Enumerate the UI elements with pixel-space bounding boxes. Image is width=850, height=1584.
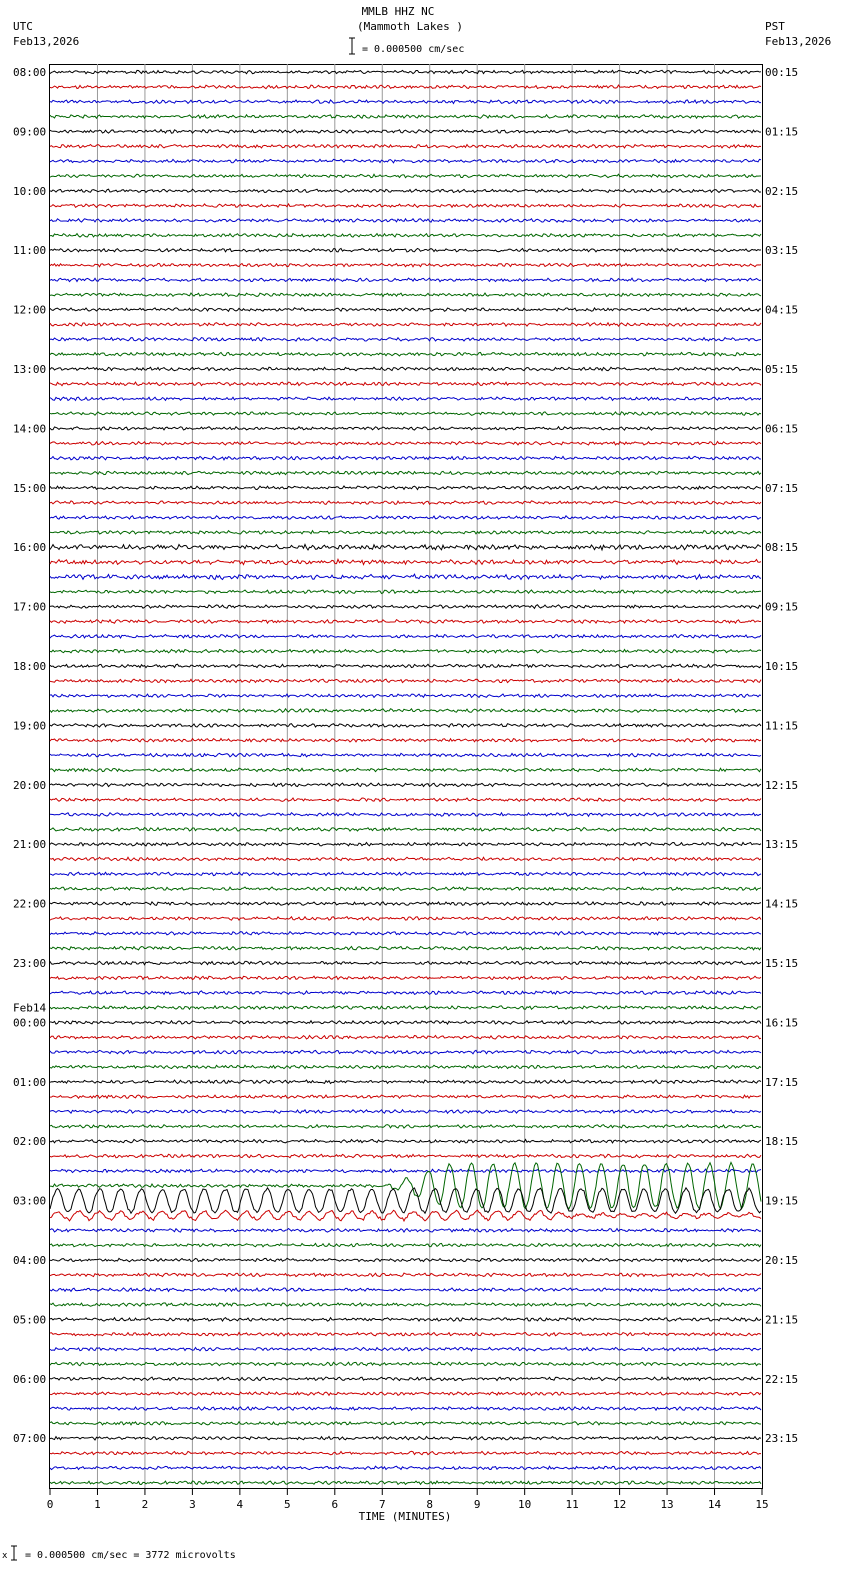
- trace-line: [50, 1021, 761, 1024]
- trace-line: [50, 189, 761, 192]
- pst-hour-labels: [765, 66, 798, 1445]
- trace-line: [50, 219, 761, 223]
- trace-line: [50, 1288, 761, 1292]
- trace-line: [50, 1466, 761, 1469]
- trace-line: [50, 516, 761, 519]
- trace-line: [50, 1188, 761, 1213]
- pst-hour-label: 18:15: [765, 1135, 799, 1149]
- date-change-label: Feb14: [13, 1001, 47, 1015]
- trace-line: [50, 130, 761, 134]
- x-tick-label: 6: [331, 1498, 339, 1511]
- trace-line: [50, 1392, 761, 1395]
- utc-hour-label: 14:00: [13, 422, 47, 436]
- trace-line: [50, 308, 761, 311]
- x-tick-label: 8: [426, 1498, 434, 1511]
- trace-line: [50, 1169, 761, 1172]
- x-tick-label: 1: [94, 1498, 101, 1511]
- trace-line: [50, 1377, 761, 1381]
- trace-line: [50, 590, 761, 594]
- utc-hour-label: 16:00: [13, 541, 47, 555]
- x-axis-label: TIME (MINUTES): [358, 1510, 452, 1523]
- trace-line: [50, 1110, 761, 1113]
- utc-hour-label: 10:00: [13, 184, 47, 198]
- pst-hour-label: 00:15: [765, 66, 799, 79]
- left-date: Feb13,2026: [13, 35, 80, 48]
- trace-line: [50, 828, 761, 832]
- utc-hour-label: 04:00: [13, 1254, 47, 1267]
- utc-hour-label: 11:00: [13, 244, 47, 258]
- x-tick-label: 3: [189, 1498, 196, 1511]
- pst-hour-label: 21:15: [765, 1313, 799, 1327]
- utc-hour-label: 19:00: [13, 719, 47, 733]
- trace-line: [50, 946, 761, 950]
- trace-line: [50, 620, 761, 624]
- trace-line: [50, 70, 761, 73]
- trace-line: [50, 248, 761, 251]
- trace-line: [50, 1006, 761, 1009]
- trace-line: [50, 1258, 761, 1261]
- trace-line: [50, 174, 761, 178]
- pst-hour-label: 12:15: [765, 778, 799, 792]
- trace-line: [50, 574, 761, 579]
- trace-line: [50, 1303, 761, 1306]
- pst-hour-label: 04:15: [765, 303, 799, 317]
- utc-hour-label: 18:00: [13, 660, 47, 673]
- trace-line: [50, 1362, 761, 1366]
- pst-hour-label: 08:15: [765, 541, 799, 555]
- trace-line: [50, 1422, 761, 1425]
- x-tick-label: 7: [378, 1498, 386, 1511]
- scale-bar-icon: [349, 38, 355, 54]
- trace-line: [50, 412, 761, 416]
- utc-hour-label: 21:00: [13, 838, 47, 852]
- trace-line: [50, 293, 761, 296]
- trace-line: [50, 1451, 761, 1454]
- trace-line: [50, 367, 761, 371]
- utc-hour-label: 22:00: [13, 897, 47, 911]
- trace-line: [50, 872, 761, 875]
- pst-hour-label: 19:15: [765, 1194, 799, 1208]
- pst-hour-label: 11:15: [765, 719, 799, 733]
- pst-hour-label: 09:15: [765, 600, 799, 614]
- trace-line: [50, 1229, 761, 1233]
- trace-line: [50, 842, 761, 845]
- pst-hour-label: 14:15: [765, 897, 799, 911]
- pst-hour-label: 16:15: [765, 1016, 799, 1030]
- right-date: Feb13,2026: [765, 35, 832, 48]
- trace-line: [50, 664, 761, 667]
- trace-line: [50, 902, 761, 905]
- right-timezone: PST: [765, 20, 785, 33]
- trace-line: [50, 917, 761, 920]
- trace-line: [50, 427, 761, 430]
- utc-hour-label: 01:00: [13, 1075, 47, 1089]
- trace-line: [50, 679, 761, 683]
- x-axis-ticks: [47, 1488, 769, 1511]
- trace-line: [50, 1065, 761, 1068]
- trace-line: [50, 544, 761, 550]
- trace-line: [50, 1125, 761, 1128]
- pst-hour-label: 02:15: [765, 184, 799, 198]
- x-tick-label: 13: [660, 1498, 674, 1511]
- x-tick-label: 5: [284, 1498, 291, 1511]
- trace-line: [50, 352, 761, 356]
- trace-line: [50, 486, 761, 490]
- pst-hour-label: 10:15: [765, 660, 799, 673]
- trace-line: [50, 145, 761, 148]
- trace-line: [50, 456, 761, 460]
- trace-line: [50, 694, 761, 697]
- trace-line: [50, 783, 761, 787]
- trace-line: [50, 1095, 761, 1098]
- trace-line: [50, 85, 761, 89]
- trace-line: [50, 605, 761, 609]
- trace-group: [50, 70, 761, 1484]
- utc-hour-label: 23:00: [13, 957, 47, 970]
- footer-scale-bar-icon: [11, 1546, 17, 1560]
- trace-line: [50, 739, 761, 742]
- x-tick-label: 10: [518, 1498, 532, 1511]
- utc-hour-labels: [13, 66, 46, 1445]
- footer-mark: x: [2, 1551, 8, 1561]
- x-tick-label: 11: [565, 1498, 579, 1511]
- pst-hour-label: 07:15: [765, 481, 799, 495]
- trace-line: [50, 471, 761, 474]
- utc-hour-label: 06:00: [13, 1372, 47, 1386]
- station-title: MMLB HHZ NC: [361, 5, 435, 18]
- trace-line: [50, 857, 761, 861]
- pst-hour-label: 13:15: [765, 838, 799, 852]
- utc-hour-label: 09:00: [13, 125, 47, 139]
- utc-hour-label: 15:00: [13, 481, 47, 495]
- trace-line: [50, 100, 761, 104]
- trace-line: [50, 1332, 761, 1336]
- trace-line: [50, 204, 761, 208]
- station-location: (Mammoth Lakes ): [357, 20, 463, 33]
- pst-hour-label: 20:15: [765, 1254, 799, 1267]
- trace-line: [50, 991, 761, 995]
- trace-line: [50, 1050, 761, 1054]
- utc-hour-label: 05:00: [13, 1313, 47, 1327]
- trace-line: [50, 1080, 761, 1083]
- pst-hour-label: 05:15: [765, 363, 799, 376]
- pst-hour-label: 06:15: [765, 422, 799, 436]
- trace-line: [50, 263, 761, 266]
- utc-hour-label: 20:00: [13, 778, 47, 792]
- trace-line: [50, 887, 761, 891]
- trace-line: [50, 1273, 761, 1277]
- utc-hour-label: 12:00: [13, 303, 47, 317]
- scale-label: = 0.000500 cm/sec: [362, 44, 465, 55]
- x-tick-label: 2: [141, 1498, 149, 1511]
- x-tick-label: 14: [707, 1498, 722, 1511]
- utc-hour-label: 03:00: [13, 1194, 47, 1208]
- pst-hour-label: 22:15: [765, 1372, 799, 1386]
- x-tick-label: 15: [755, 1498, 769, 1511]
- pst-hour-label: 03:15: [765, 244, 799, 258]
- trace-line: [50, 798, 761, 801]
- trace-line: [50, 1154, 761, 1158]
- trace-line: [50, 709, 761, 713]
- x-tick-label: 0: [46, 1498, 54, 1511]
- trace-line: [50, 1243, 761, 1246]
- trace-line: [50, 724, 761, 728]
- trace-line: [50, 397, 761, 400]
- utc-hour-label: 17:00: [13, 600, 47, 614]
- x-tick-label: 4: [236, 1498, 244, 1511]
- trace-line: [50, 932, 761, 935]
- trace-line: [50, 338, 761, 342]
- utc-hour-label: 00:00: [13, 1016, 47, 1030]
- utc-hour-label: 13:00: [13, 363, 47, 376]
- trace-line: [50, 961, 761, 964]
- left-timezone: UTC: [13, 20, 33, 33]
- trace-line: [50, 159, 761, 163]
- trace-line: [50, 1481, 761, 1484]
- x-tick-label: 9: [473, 1498, 481, 1511]
- trace-line: [50, 753, 761, 757]
- utc-hour-label: 07:00: [13, 1432, 47, 1446]
- pst-hour-label: 23:15: [765, 1432, 799, 1446]
- utc-hour-label: 02:00: [13, 1135, 47, 1149]
- pst-hour-label: 17:15: [765, 1075, 799, 1089]
- footer-scale-note: = 0.000500 cm/sec = 3772 microvolts: [25, 1550, 236, 1561]
- trace-line: [50, 441, 761, 445]
- pst-hour-label: 15:15: [765, 957, 799, 970]
- pst-hour-label: 01:15: [765, 125, 799, 139]
- trace-line: [50, 234, 761, 237]
- trace-line: [50, 1035, 761, 1039]
- x-tick-label: 12: [612, 1498, 627, 1511]
- trace-line: [50, 649, 761, 652]
- trace-line: [50, 813, 761, 817]
- trace-line: [50, 976, 761, 979]
- trace-line: [50, 382, 761, 386]
- utc-hour-label: 08:00: [13, 66, 47, 79]
- trace-line: [50, 768, 761, 771]
- trace-line: [50, 531, 761, 534]
- trace-line: [50, 559, 761, 564]
- trace-line: [50, 1347, 761, 1350]
- trace-line: [50, 501, 761, 505]
- trace-line: [50, 1436, 761, 1439]
- trace-line: [50, 115, 761, 119]
- trace-line: [50, 1318, 761, 1322]
- trace-line: [50, 1139, 761, 1142]
- trace-line: [50, 635, 761, 638]
- trace-line: [50, 1407, 761, 1410]
- trace-line: [50, 323, 761, 326]
- trace-line: [50, 278, 761, 282]
